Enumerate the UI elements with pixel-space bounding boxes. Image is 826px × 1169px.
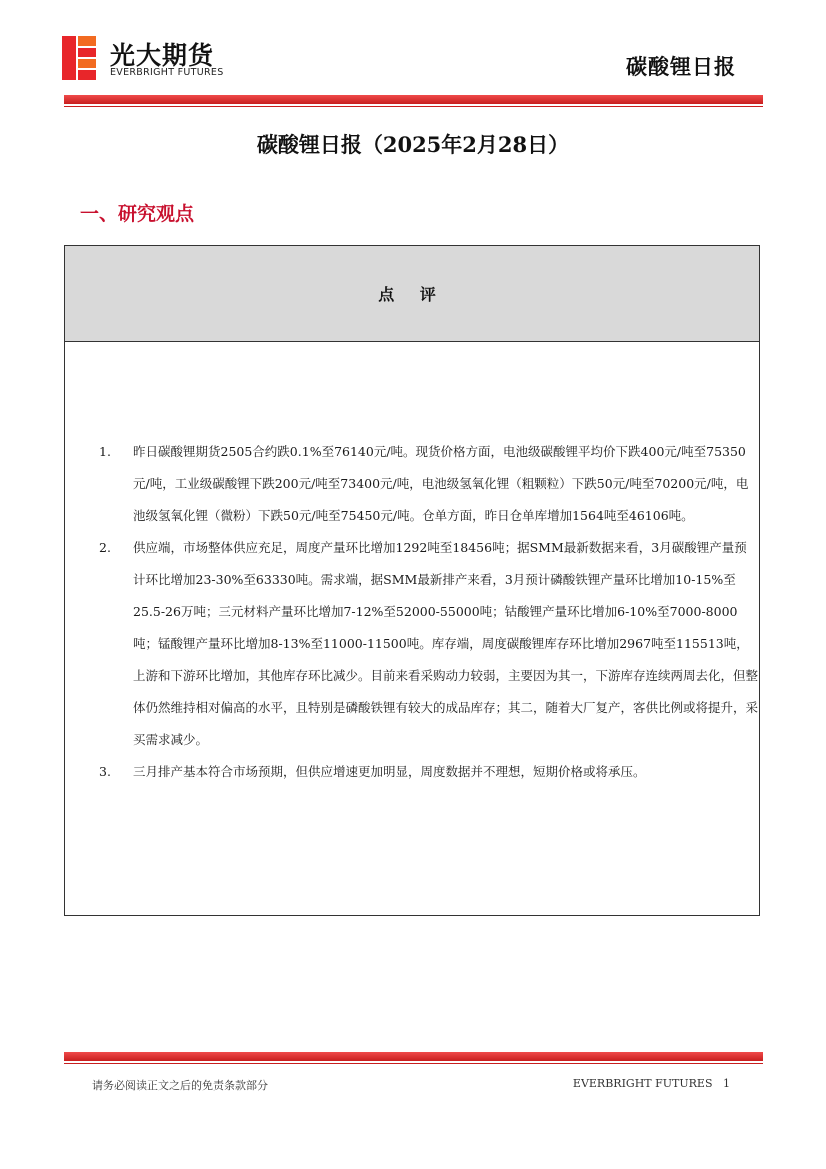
- footer-disclaimer: 请务必阅读正文之后的免责条款部分: [92, 1079, 268, 1092]
- comment-list: [99, 436, 759, 788]
- report-name: 碳酸锂日报: [626, 54, 736, 79]
- list-item-text: 三月排产基本符合市场预期，但供应增速更加明显，周度数据并不理想，短期价格或将承压。: [133, 764, 646, 779]
- document-title: 碳酸锂日报（2025年2月28日）: [256, 132, 570, 157]
- everbright-logo-icon: [62, 36, 96, 80]
- list-item-number: 3.: [99, 764, 111, 779]
- list-item-number: 2.: [99, 540, 111, 555]
- footer-divider: [64, 1052, 763, 1061]
- footer-company: [573, 1077, 730, 1090]
- list-item-text: 昨日碳酸锂期货2505合约跌0.1%至76140元/吨。现货价格方面，电池级碳酸锂平均价下跌400元/吨至75350元/吨，工业级碳酸锂下跌200元/吨至73400元/吨，电池级氢氧化锂（粗颗粒）下跌50元/吨至70200元/吨，电池级氢氧化锂（微粉）下跌50元/吨至75450元/吨。仓单方面，昨日仓单库增加1564吨至46106吨。: [133, 444, 749, 523]
- footer-company-name: EVERBRIGHT FUTURES: [572, 1077, 713, 1090]
- list-item: [99, 436, 759, 532]
- header-divider: [64, 95, 763, 104]
- company-logo: [62, 36, 242, 84]
- footer-divider-line: [64, 1063, 763, 1064]
- list-item: [99, 756, 759, 788]
- comment-table-header: 点 评: [65, 246, 759, 342]
- page-number: 1: [723, 1077, 730, 1090]
- header-divider-line: [64, 106, 763, 107]
- list-item-number: 1.: [99, 444, 111, 459]
- logo-english-name: EVERBRIGHT FUTURES: [110, 67, 224, 78]
- comment-table: [64, 245, 760, 916]
- list-item: [99, 532, 759, 756]
- list-item-text: 供应端，市场整体供应充足，周度产量环比增加1292吨至18456吨；据SMM最新数据来看，3月碳酸锂产量预计环比增加23-30%至63330吨。需求端，据SMM最新排产来看，3月预计磷酸铁锂产量环比增加10-15%至25.5-26万吨；三元材料产量环比增加7-12%至52000-55000吨；钴酸锂产量环比增加6-10%至7000-8000吨；锰酸锂产量环比增加8-13%至11000-11500吨。库存端，周度碳酸锂库存环比增加2967吨至115513吨，上游和下游环比增加，其他库存环比减少。目前来看采购动力较弱，主要因为其一，下游库存连续两周去化，但整体仍然维持相对偏高的水平，且特别是磷酸铁锂有较大的成品库存；其二，随着大厂复产，客供比例或将提升，采买需求减少。: [133, 540, 759, 747]
- logo-chinese-name: 光大期货: [110, 41, 215, 70]
- section-heading: 一、研究观点: [80, 203, 195, 225]
